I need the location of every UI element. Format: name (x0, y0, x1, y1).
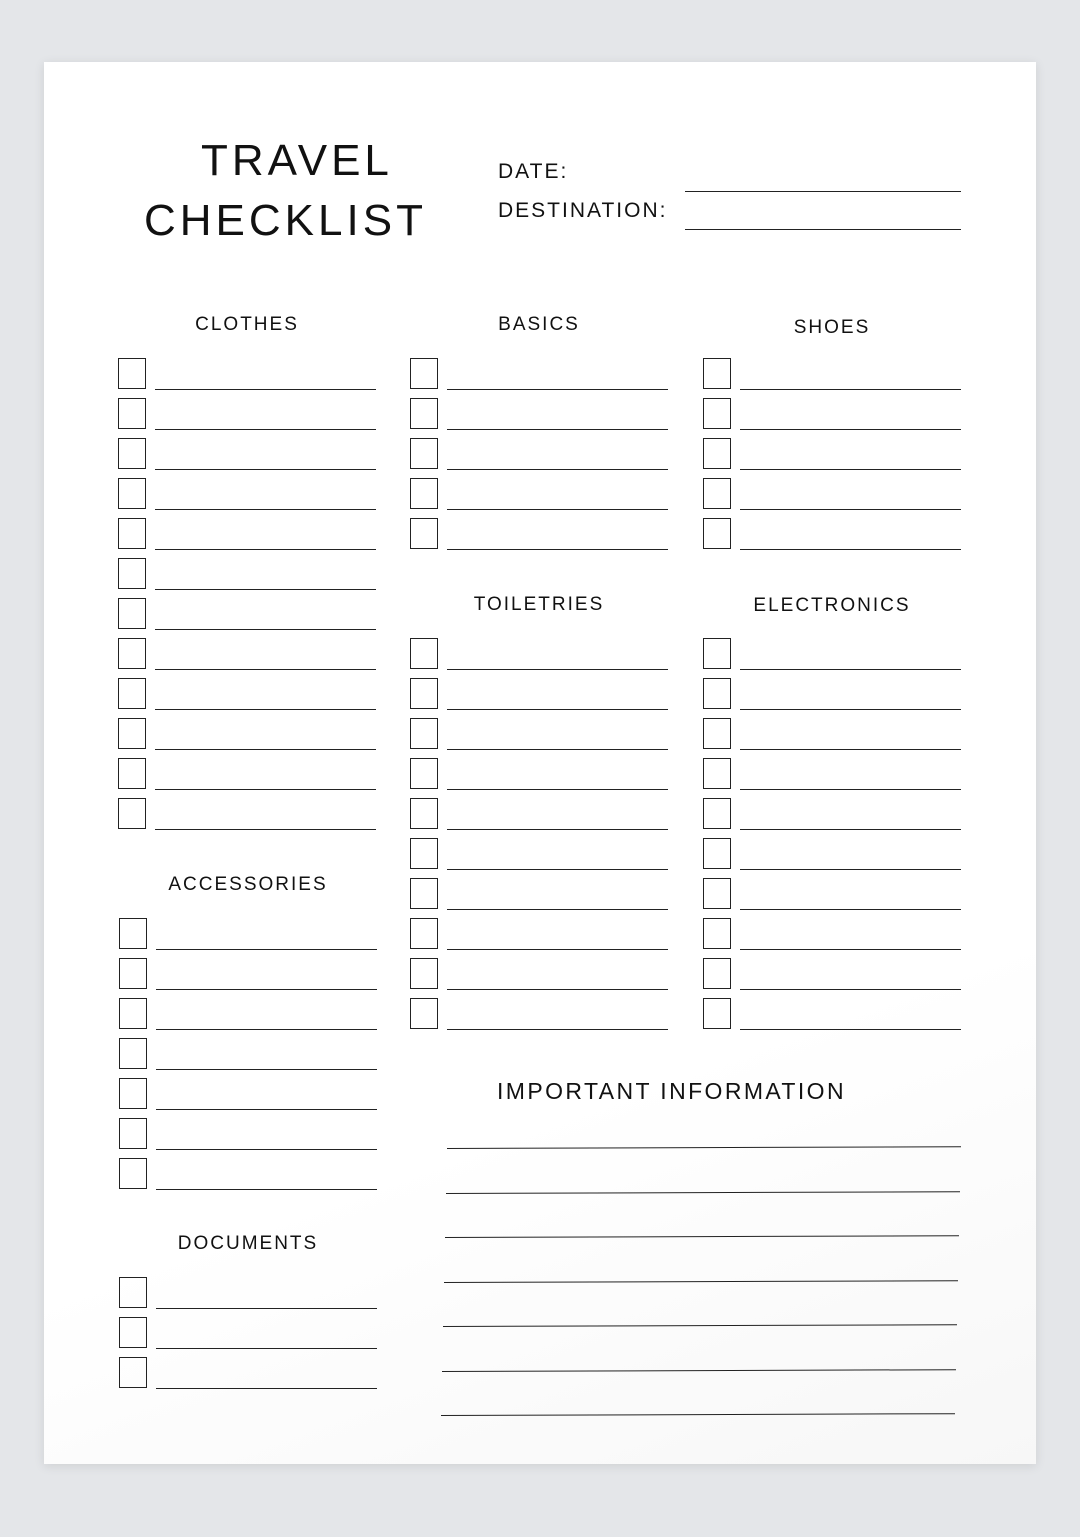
section-title: BASICS (498, 314, 580, 335)
item-write-line[interactable] (740, 429, 961, 430)
section-title: ELECTRONICS (753, 595, 911, 616)
item-checkbox[interactable] (703, 878, 731, 909)
item-checkbox[interactable] (703, 798, 731, 829)
item-write-line[interactable] (156, 1189, 377, 1190)
item-write-line[interactable] (155, 429, 376, 430)
checklist-item (119, 1277, 377, 1311)
item-write-line[interactable] (740, 669, 961, 670)
checklist-item (703, 518, 961, 552)
info-write-line[interactable] (445, 1235, 959, 1238)
item-checkbox[interactable] (119, 1357, 147, 1388)
item-write-line[interactable] (156, 1029, 377, 1030)
item-checkbox[interactable] (410, 958, 438, 989)
item-checkbox[interactable] (410, 878, 438, 909)
item-write-line[interactable] (447, 669, 668, 670)
checklist-item (410, 878, 668, 912)
checklist-item (410, 958, 668, 992)
checklist-item (118, 638, 376, 672)
item-checkbox[interactable] (703, 478, 731, 509)
item-write-line[interactable] (740, 509, 961, 510)
item-write-line[interactable] (447, 549, 668, 550)
item-write-line[interactable] (156, 949, 377, 950)
checklist-item (703, 678, 961, 712)
checklist-item (410, 798, 668, 832)
checklist-item (119, 1078, 377, 1112)
item-checkbox[interactable] (119, 1317, 147, 1348)
info-write-line[interactable] (442, 1369, 956, 1372)
item-write-line[interactable] (447, 469, 668, 470)
checklist-item (703, 998, 961, 1032)
item-checkbox[interactable] (703, 958, 731, 989)
checklist-item (410, 398, 668, 432)
item-checkbox[interactable] (118, 478, 146, 509)
item-write-line[interactable] (155, 669, 376, 670)
item-checkbox[interactable] (410, 718, 438, 749)
item-write-line[interactable] (155, 749, 376, 750)
item-write-line[interactable] (156, 989, 377, 990)
item-checkbox[interactable] (119, 1277, 147, 1308)
checklist-item (410, 758, 668, 792)
item-checkbox[interactable] (703, 758, 731, 789)
item-write-line[interactable] (155, 789, 376, 790)
title-travel: TRAVEL (201, 136, 393, 185)
item-write-line[interactable] (156, 1069, 377, 1070)
checklist-item (119, 1118, 377, 1152)
item-write-line[interactable] (740, 789, 961, 790)
item-write-line[interactable] (740, 549, 961, 550)
checklist-item (119, 1158, 377, 1192)
item-write-line[interactable] (740, 909, 961, 910)
item-checkbox[interactable] (119, 1078, 147, 1109)
checklist-item (410, 438, 668, 472)
item-checkbox[interactable] (118, 398, 146, 429)
item-checkbox[interactable] (119, 998, 147, 1029)
item-checkbox[interactable] (410, 838, 438, 869)
item-write-line[interactable] (155, 389, 376, 390)
item-checkbox[interactable] (410, 398, 438, 429)
checklist-item (118, 678, 376, 712)
item-checkbox[interactable] (119, 958, 147, 989)
checklist-item (410, 638, 668, 672)
item-checkbox[interactable] (119, 1038, 147, 1069)
item-write-line[interactable] (740, 1029, 961, 1030)
item-write-line[interactable] (740, 869, 961, 870)
item-write-line[interactable] (155, 509, 376, 510)
checklist-item (410, 478, 668, 512)
item-write-line[interactable] (155, 549, 376, 550)
checklist-item (118, 518, 376, 552)
item-write-line[interactable] (156, 1348, 377, 1349)
item-write-line[interactable] (156, 1109, 377, 1110)
checklist-item (410, 718, 668, 752)
checklist-item (703, 398, 961, 432)
checklist-item (410, 838, 668, 872)
item-checkbox[interactable] (410, 518, 438, 549)
item-checkbox[interactable] (118, 678, 146, 709)
checklist-item (703, 638, 961, 672)
item-checkbox[interactable] (703, 518, 731, 549)
checklist-sheet (44, 62, 1036, 1464)
checklist-item (119, 1317, 377, 1351)
item-write-line[interactable] (447, 1029, 668, 1030)
item-checkbox[interactable] (410, 358, 438, 389)
item-checkbox[interactable] (410, 638, 438, 669)
item-write-line[interactable] (447, 949, 668, 950)
checklist-item (703, 438, 961, 472)
checklist-item (118, 798, 376, 832)
item-checkbox[interactable] (119, 1118, 147, 1149)
section-title: CLOTHES (195, 314, 299, 335)
checklist-item (703, 838, 961, 872)
item-write-line[interactable] (740, 989, 961, 990)
item-checkbox[interactable] (410, 798, 438, 829)
date-field[interactable] (685, 191, 961, 192)
date-label: DATE: (498, 160, 569, 183)
item-checkbox[interactable] (118, 558, 146, 589)
checklist-item (703, 478, 961, 512)
item-checkbox[interactable] (703, 918, 731, 949)
checklist-item (410, 518, 668, 552)
checklist-item (703, 958, 961, 992)
checklist-item (410, 358, 668, 392)
item-write-line[interactable] (447, 709, 668, 710)
item-checkbox[interactable] (118, 598, 146, 629)
item-write-line[interactable] (155, 829, 376, 830)
checklist-item (703, 358, 961, 392)
checklist-item (118, 558, 376, 592)
item-checkbox[interactable] (118, 518, 146, 549)
title-checklist: CHECKLIST (144, 196, 427, 245)
checklist-item (703, 918, 961, 952)
item-write-line[interactable] (447, 829, 668, 830)
item-write-line[interactable] (447, 429, 668, 430)
item-checkbox[interactable] (703, 678, 731, 709)
item-checkbox[interactable] (703, 998, 731, 1029)
item-checkbox[interactable] (118, 758, 146, 789)
item-checkbox[interactable] (703, 358, 731, 389)
item-checkbox[interactable] (410, 758, 438, 789)
item-write-line[interactable] (740, 709, 961, 710)
item-write-line[interactable] (447, 789, 668, 790)
checklist-item (703, 758, 961, 792)
item-write-line[interactable] (156, 1149, 377, 1150)
checklist-item (118, 438, 376, 472)
item-checkbox[interactable] (410, 678, 438, 709)
item-write-line[interactable] (740, 749, 961, 750)
checklist-item (410, 678, 668, 712)
item-checkbox[interactable] (703, 718, 731, 749)
destination-field[interactable] (685, 229, 961, 230)
item-checkbox[interactable] (703, 438, 731, 469)
section-title: ACCESSORIES (168, 874, 328, 895)
item-write-line[interactable] (155, 709, 376, 710)
item-write-line[interactable] (740, 469, 961, 470)
item-checkbox[interactable] (119, 1158, 147, 1189)
item-write-line[interactable] (447, 989, 668, 990)
checklist-item (119, 918, 377, 952)
item-write-line[interactable] (155, 469, 376, 470)
info-write-line[interactable] (444, 1280, 958, 1283)
checklist-item (118, 358, 376, 392)
item-checkbox[interactable] (119, 918, 147, 949)
item-write-line[interactable] (740, 949, 961, 950)
item-write-line[interactable] (155, 629, 376, 630)
info-write-line[interactable] (446, 1191, 960, 1194)
important-information-title: IMPORTANT INFORMATION (497, 1078, 846, 1104)
item-checkbox[interactable] (118, 798, 146, 829)
item-write-line[interactable] (740, 389, 961, 390)
item-write-line[interactable] (447, 909, 668, 910)
item-write-line[interactable] (740, 829, 961, 830)
checklist-item (119, 998, 377, 1032)
checklist-item (410, 918, 668, 952)
checklist-item (118, 718, 376, 752)
item-write-line[interactable] (447, 869, 668, 870)
checklist-item (119, 958, 377, 992)
checklist-item (703, 878, 961, 912)
item-checkbox[interactable] (118, 438, 146, 469)
item-checkbox[interactable] (118, 718, 146, 749)
checklist-item (118, 758, 376, 792)
info-write-line[interactable] (443, 1324, 957, 1327)
item-checkbox[interactable] (118, 358, 146, 389)
item-checkbox[interactable] (410, 438, 438, 469)
checklist-item (119, 1038, 377, 1072)
item-write-line[interactable] (155, 589, 376, 590)
checklist-item (703, 798, 961, 832)
checklist-item (119, 1357, 377, 1391)
item-write-line[interactable] (156, 1308, 377, 1309)
item-checkbox[interactable] (703, 838, 731, 869)
section-title: TOILETRIES (473, 594, 605, 615)
destination-label: DESTINATION: (498, 199, 668, 222)
section-title: DOCUMENTS (177, 1233, 319, 1254)
item-checkbox[interactable] (703, 638, 731, 669)
section-title: SHOES (793, 317, 871, 338)
item-checkbox[interactable] (410, 918, 438, 949)
item-checkbox[interactable] (703, 398, 731, 429)
item-checkbox[interactable] (118, 638, 146, 669)
info-write-line[interactable] (441, 1413, 955, 1416)
item-write-line[interactable] (447, 509, 668, 510)
checklist-item (118, 598, 376, 632)
item-write-line[interactable] (447, 389, 668, 390)
info-write-line[interactable] (447, 1146, 961, 1149)
item-checkbox[interactable] (410, 998, 438, 1029)
item-write-line[interactable] (447, 749, 668, 750)
item-write-line[interactable] (156, 1388, 377, 1389)
checklist-item (118, 398, 376, 432)
item-checkbox[interactable] (410, 478, 438, 509)
checklist-item (703, 718, 961, 752)
checklist-item (410, 998, 668, 1032)
checklist-item (118, 478, 376, 512)
